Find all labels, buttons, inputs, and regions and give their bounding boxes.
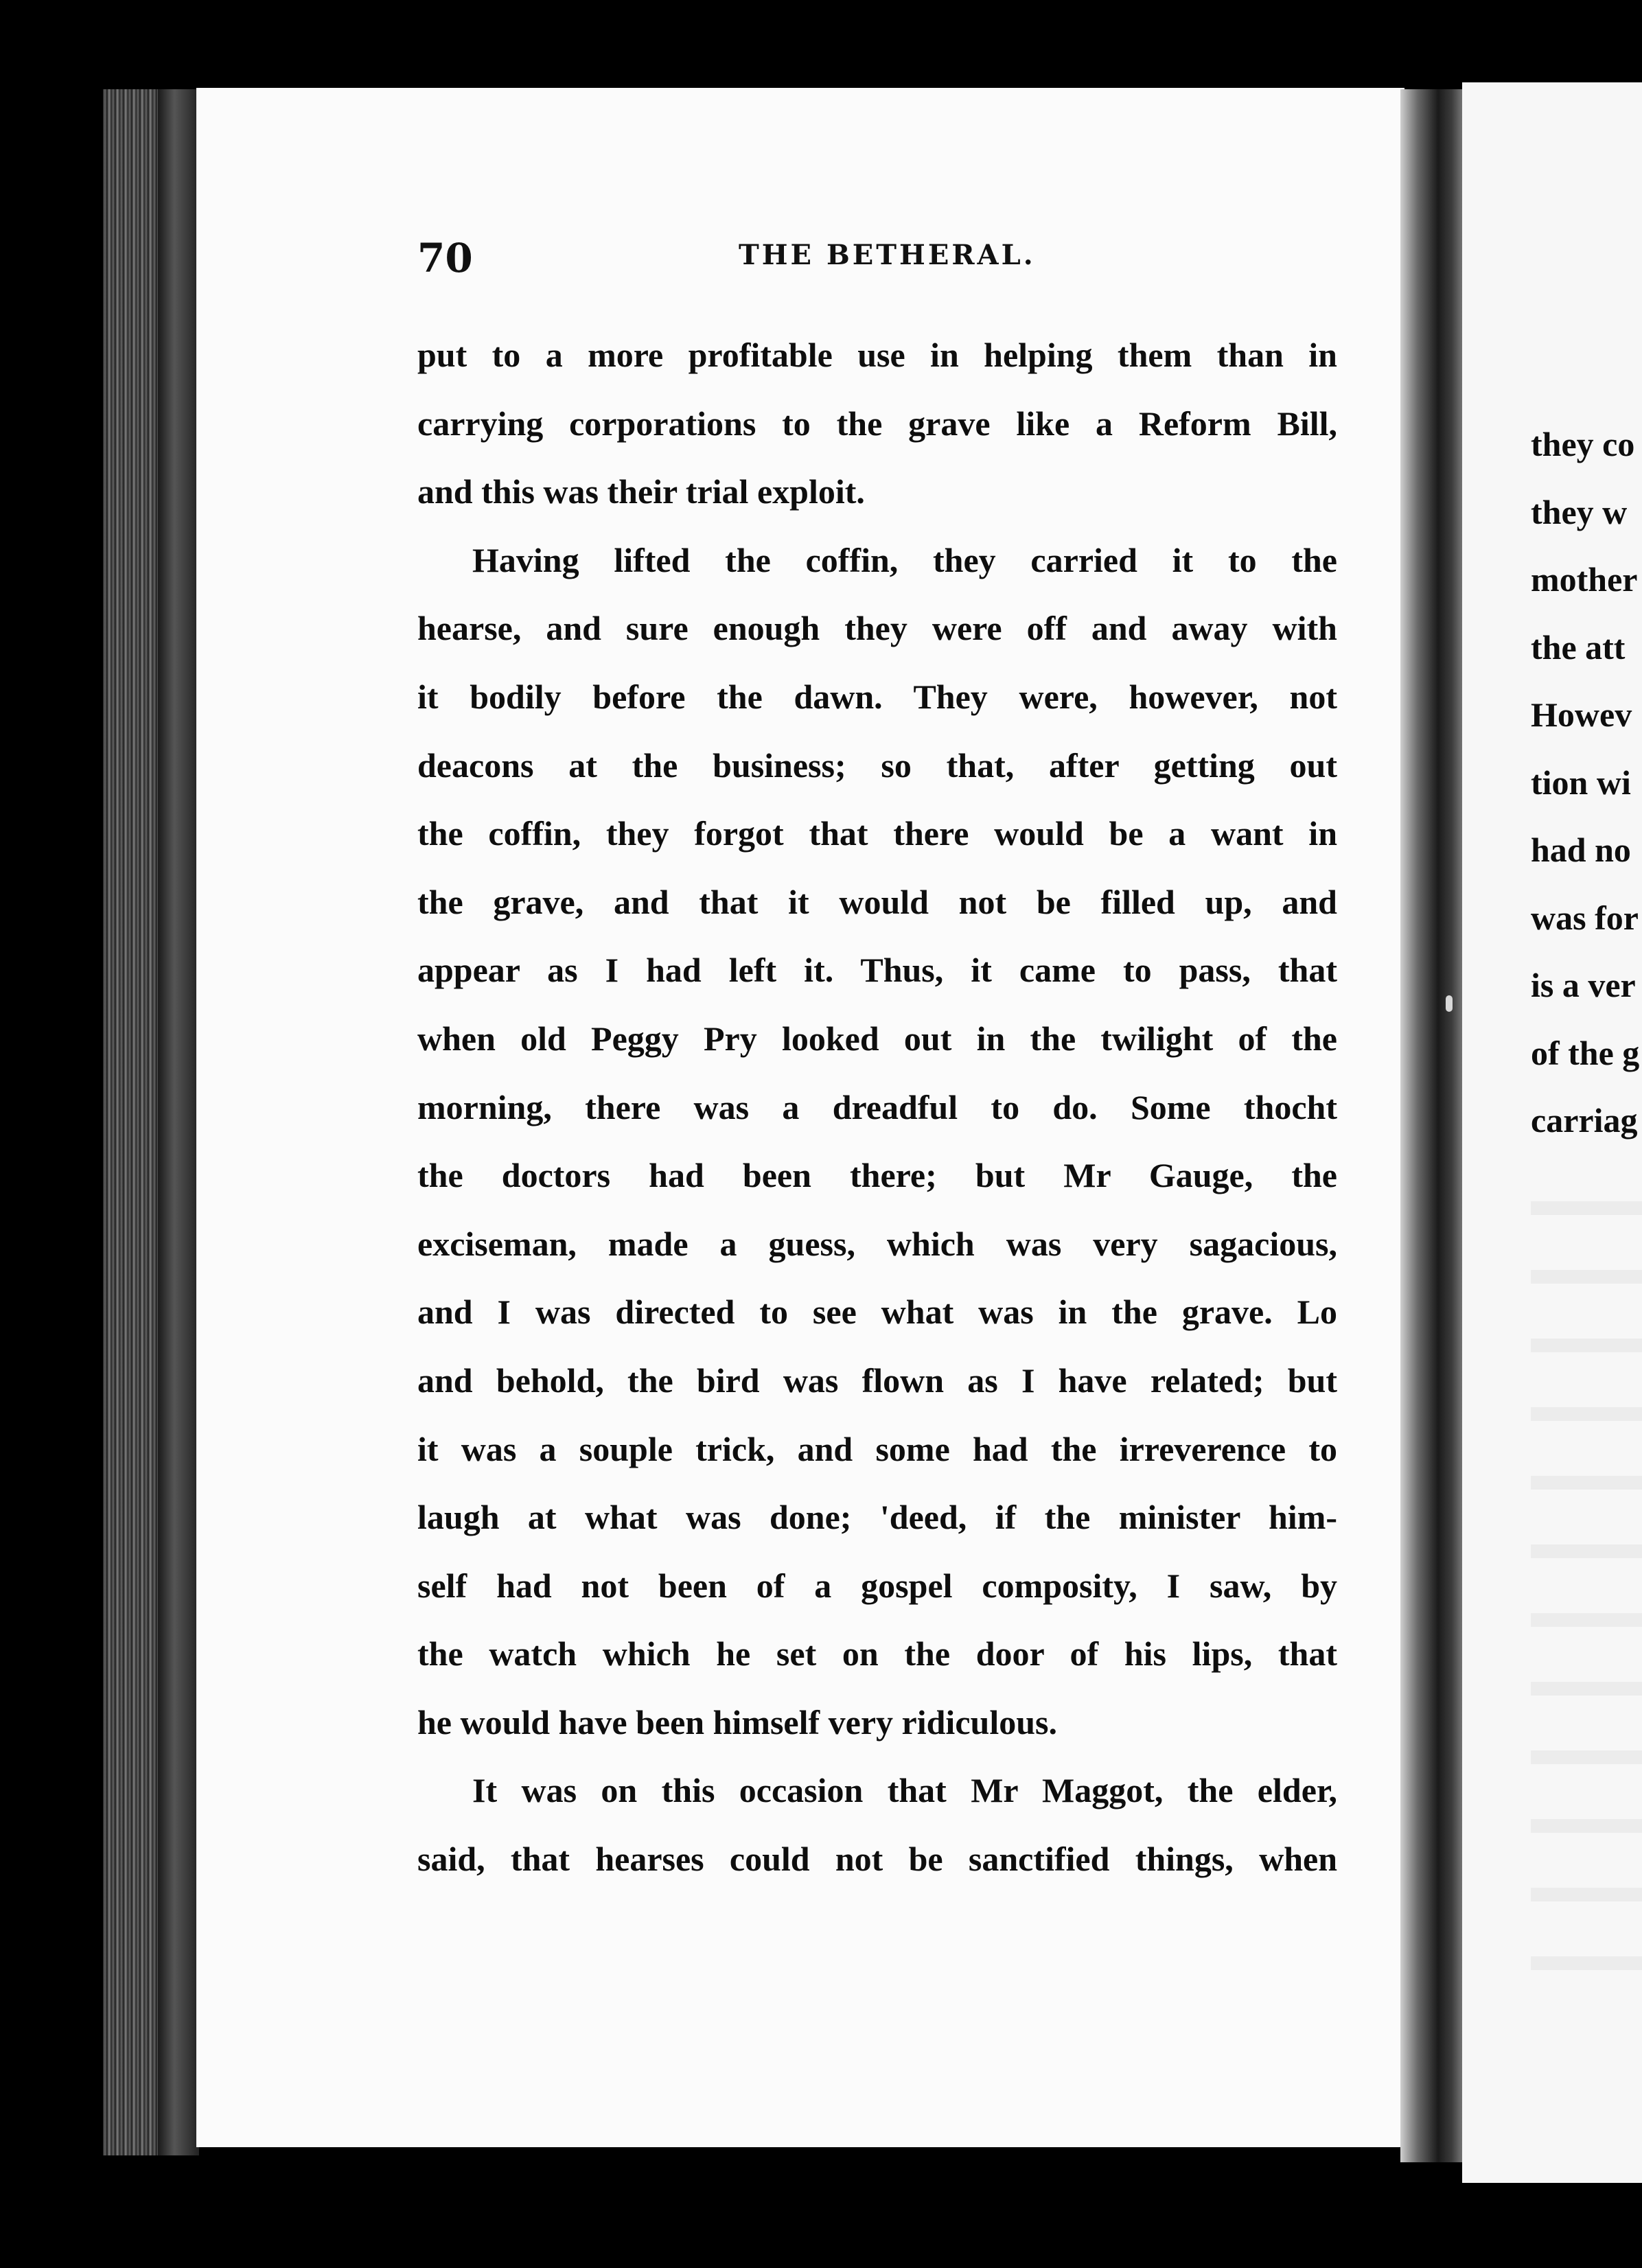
text-line: appear as I had left it. Thus, it came to pass, that xyxy=(417,951,1337,990)
text-line: carrying corporations to the grave like a Reform Bill, xyxy=(417,404,1337,443)
text-line: the watch which he set on the door of his lips, that xyxy=(417,1634,1337,1674)
text-line: exciseman, made a guess, which was very sagacious, xyxy=(417,1224,1337,1263)
right-page-line: they co xyxy=(1531,425,1635,463)
text-line: when old Peggy Pry looked out in the twilight of the xyxy=(417,1019,1337,1058)
book-page-right xyxy=(1462,82,1642,2183)
right-page-line: was for xyxy=(1531,898,1639,937)
right-page-line: is a ver xyxy=(1531,966,1636,1004)
show-through-text xyxy=(1531,1153,1642,1991)
right-page-line: mother xyxy=(1531,560,1638,599)
text-line: and this was their trial exploit. xyxy=(417,472,865,511)
running-head: THE BETHERAL. xyxy=(739,239,1036,271)
text-line: said, that hearses could not be sanctified things, when xyxy=(417,1840,1337,1879)
text-line: and I was directed to see what was in the grave. Lo xyxy=(417,1293,1337,1332)
text-line: the coffin, they forgot that there would be a want in xyxy=(417,814,1337,853)
text-line: and behold, the bird was flown as I have related; but xyxy=(417,1361,1337,1400)
text-line: self had not been of a gospel composity, I saw, by xyxy=(417,1566,1337,1605)
page-number: 70 xyxy=(417,235,473,281)
right-page-line: they w xyxy=(1531,492,1628,531)
text-line: put to a more profitable use in helping them than in xyxy=(417,336,1337,374)
book-edge-shadow xyxy=(158,89,199,2155)
body-text xyxy=(417,321,1337,1894)
page-header xyxy=(417,235,1344,281)
paper-speck xyxy=(1446,995,1453,1012)
right-page-line: had no xyxy=(1531,831,1631,869)
text-line: hearse, and sure enough they were off and away with xyxy=(417,609,1337,648)
text-line: morning, there was a dreadful to do. Some thocht xyxy=(417,1087,1337,1126)
text-line: he would have been himself very ridiculous. xyxy=(417,1702,1057,1741)
text-line: the doctors had been there; but Mr Gauge, the xyxy=(417,1156,1337,1195)
text-line: it bodily before the dawn. They were, however, not xyxy=(417,677,1337,716)
right-page-line: Howev xyxy=(1531,695,1632,734)
text-line: laugh at what was done; 'deed, if the minister him- xyxy=(417,1498,1337,1537)
paragraph-start-line: Having lifted the coffin, they carried it to the xyxy=(472,540,1337,579)
right-page-line: the att xyxy=(1531,627,1626,667)
paragraph-start-line: It was on this occasion that Mr Maggot, the elder, xyxy=(472,1771,1337,1810)
right-page-line: carriag xyxy=(1531,1101,1638,1139)
text-line: it was a souple trick, and some had the irreverence to xyxy=(417,1429,1337,1468)
right-page-line: of the g xyxy=(1531,1033,1640,1072)
text-line: deacons at the business; so that, after getting out xyxy=(417,745,1337,785)
right-page-text xyxy=(1531,410,1639,1155)
book-gutter xyxy=(1400,89,1469,2162)
text-line: the grave, and that it would not be filled up, and xyxy=(417,882,1337,921)
right-page-line: tion wi xyxy=(1531,763,1631,802)
